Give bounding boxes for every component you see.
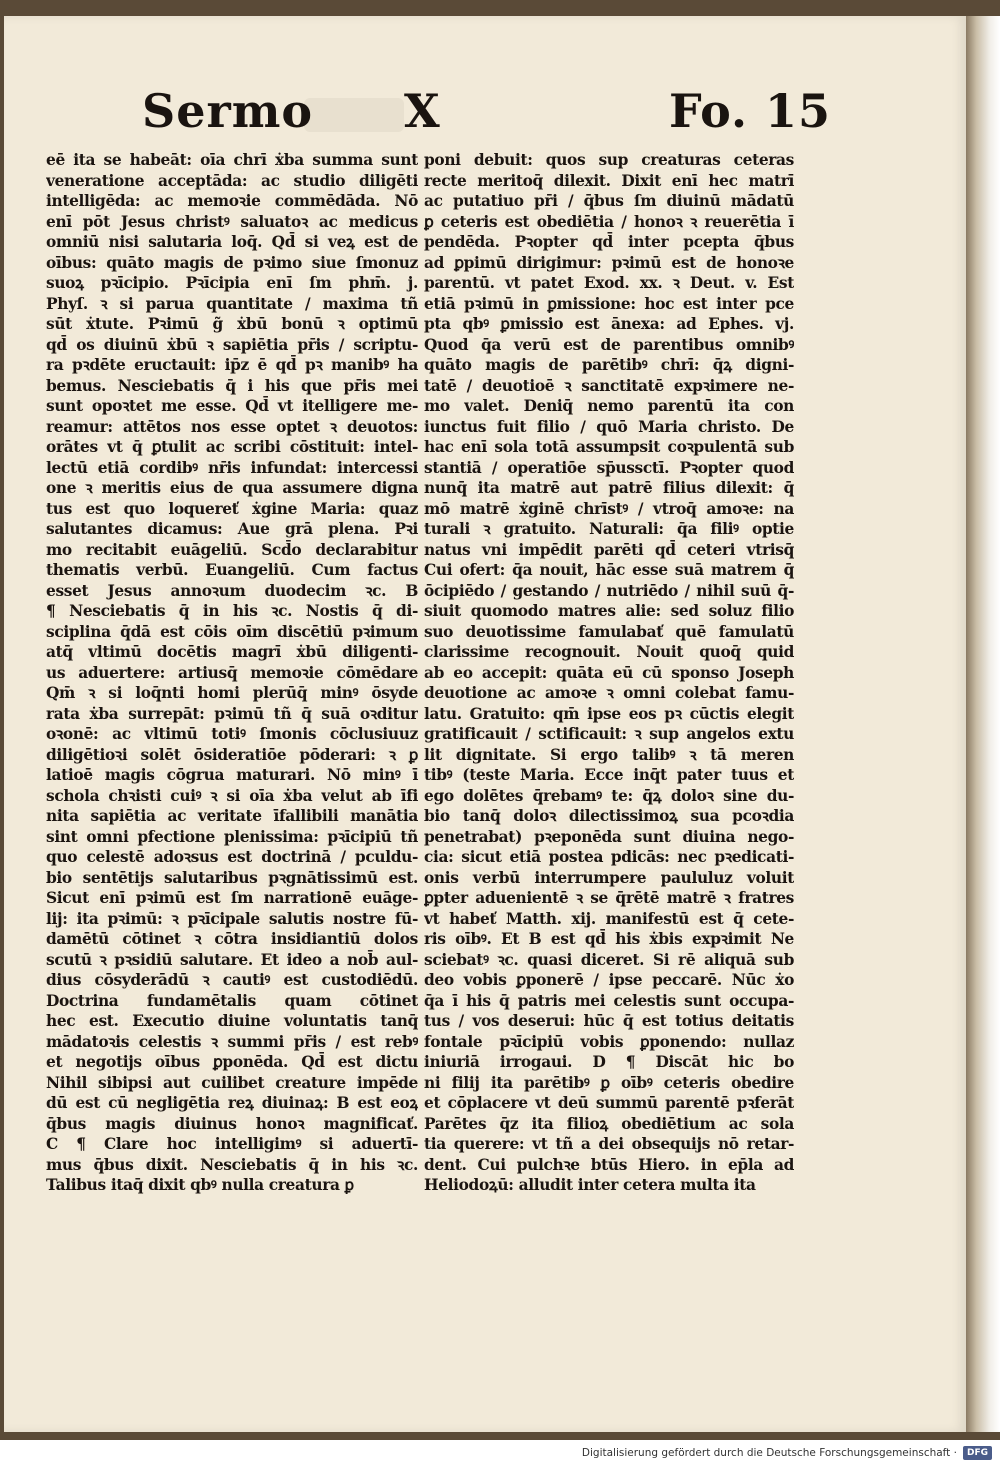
text-line: mo valet. Deniq̄ nemo parentū ita con xyxy=(424,397,794,415)
text-line: tia querere: vt tñ a dei obsequijs nō retar- xyxy=(424,1135,794,1153)
text-line: veneratione acceptāda: ac studio diligēti xyxy=(46,171,418,190)
text-line: hac enī sola totā assumpsit coꝛpulentā sub xyxy=(424,438,794,456)
text-line: sūt ẋtute. Pꝛimū g̃ ẋbū bonū ꝛ optimū xyxy=(46,315,418,333)
text-line: suoꝝ pꝛīcipio. Pꝛīcipia enī ſm phm̄. j. xyxy=(46,274,418,292)
text-line: Nihil sibipsi aut cuilibet creature impēde xyxy=(46,1073,418,1092)
running-head xyxy=(4,84,966,154)
text-line: hec est. Executio diuine voluntatis tanq̄ xyxy=(46,1012,418,1030)
text-line: eē ita se habeāt: oīa chrī ẋba summa sunt xyxy=(46,151,418,169)
text-line: pta qbꝰ ꝑmissio est ānexa: ad Ephes. vj. xyxy=(424,315,794,333)
text-line: tatē / deuotioē ꝛ sanctitatē expꝛimere ne- xyxy=(424,376,794,395)
text-line: C ¶ Clare hoc intelligimꝰ si aduertī- xyxy=(46,1135,418,1153)
text-line: oꝛonē: ac vltimū totiꝰ ſmonis cōclusiuuz xyxy=(46,725,418,743)
text-line: mus q̄bus dixit. Nesciebatis q̄ in his ꝛc. xyxy=(46,1155,418,1174)
text-line: rata ẋba surrepāt: pꝛimū tñ q̄ suā oꝛditur xyxy=(46,704,418,723)
text-line: damētū cōtinet ꝛ cōtra insidiantiū dolos xyxy=(46,930,418,948)
running-head-middle: X xyxy=(404,84,441,138)
text-line: tus / vos deserui: hūc q̄ est totius deitatis xyxy=(424,1012,794,1030)
text-line: esset Jesus annoꝛum duodecim ꝛc. B xyxy=(46,581,418,600)
text-line: sciplina q̄dā est cōis oīm discētiū pꝛimum xyxy=(46,622,418,641)
folio-number: Fo. 15 xyxy=(669,84,832,138)
text-line: tibꝰ (teste Maria. Ecce inq̄t pater tuus et xyxy=(424,766,794,784)
text-line: ōcipiēdo / gestando / nutriēdo / nihil suū q̄- xyxy=(424,581,794,600)
text-line: intelligēda: ac memoꝛie commēdāda. Nō xyxy=(46,192,418,210)
text-line: ni filij ita parētibꝰ ꝑ oībꝰ ceteris obedire xyxy=(424,1073,794,1092)
text-line: Phyſ. ꝛ si parua quantitate / maxima tñ xyxy=(46,294,418,313)
text-line: ab eo accepit: quāta eū cū sponso Joseph xyxy=(424,663,794,682)
text-line: dius cōsyderādū ꝛ cautiꝰ est custodiēdū. xyxy=(46,971,418,989)
text-line: sunt opoꝛtet me esse. Qd̄ vt itelligere me- xyxy=(46,397,418,415)
text-column-right xyxy=(424,150,794,1196)
text-line: ego dolētes q̄rebamꝰ te: q̄ꝝ doloꝛ sine du- xyxy=(424,786,794,805)
text-line: scutū ꝛ pꝛsidiū salutare. Et ideo a nob̄ aul- xyxy=(46,950,418,969)
text-line: nunq̄ ita matrē aut patrē filius dilexit: q̄ xyxy=(424,479,794,497)
text-line: ꝑpter aduenientē ꝛ se q̄rētē matrē ꝛ fratres xyxy=(424,889,794,907)
text-line: sciebatꝰ ꝛc. quasi diceret. Si rē aliquā sub xyxy=(424,950,794,969)
text-line: latu. Gratuito: qm̄ ipse eos pꝛ cūctis elegit xyxy=(424,704,794,723)
text-line: orātes vt q̄ ꝑtulit ac scribi cōstituit: intel- xyxy=(46,438,418,456)
text-line: enī pōt Jesus christꝰ saluatoꝛ ac medicus xyxy=(46,212,418,231)
text-line: onis verbū interrumpere paululuz voluit xyxy=(424,868,794,887)
text-line: Heliodoꝝū: alludit inter cetera multa ita xyxy=(424,1176,756,1194)
text-line: mō matrē ẋginē chrīstꝰ / vtroq̄ amoꝛe: na xyxy=(424,499,794,518)
text-line: schola chꝛisti cuiꝰ ꝛ si oīa ẋba velut ab īfi xyxy=(46,786,418,805)
text-line: lij: ita pꝛimū: ꝛ pꝛīcipale salutis nostre fū- xyxy=(46,909,418,928)
text-line: ad ꝑpimū dirigimur: pꝛimū est de honoꝛe xyxy=(424,253,794,272)
text-line: mādatoꝛis celestis ꝛ summi pr̄is / est rebꝰ xyxy=(46,1032,418,1051)
text-line: poni debuit: quos sup creaturas ceteras xyxy=(424,151,794,169)
text-line: bio sentētijs salutaribus pꝛgnātissimū est. xyxy=(46,868,418,887)
page-edge xyxy=(966,16,1000,1432)
text-line: Talibus itaq̄ dixit qbꝰ nulla creatura ꝑ xyxy=(46,1176,354,1194)
text-line: omniū nisi salutaria loq̄. Qd̄ si veꝝ est de xyxy=(46,233,418,251)
text-line: bemus. Nesciebatis q̄ i his que pr̄is mei xyxy=(46,376,418,395)
text-line: q̄a ī his q̄ patris mei celestis sunt occupa- xyxy=(424,991,794,1010)
text-line: parentū. vt patet Exod. xx. ꝛ Deut. v. Est xyxy=(424,274,794,292)
running-head-left: Sermo xyxy=(142,84,314,138)
text-line: q̄bus magis diuinus honoꝛ magnificať. xyxy=(46,1114,418,1133)
footer-credit xyxy=(582,1444,992,1462)
text-line: bio tanq̄ doloꝛ dilectissimoꝝ sua pcoꝛdia xyxy=(424,807,794,825)
text-line: Sicut enī pꝛimū est ſm narrationē euāge- xyxy=(46,889,418,907)
text-line: one ꝛ meritis eius de qua assumere digna xyxy=(46,479,418,497)
text-line: sint omni pfectione plenissima: pꝛīcipiū tñ xyxy=(46,827,418,846)
text-line: siuit quomodo matres alie: sed soluz filio xyxy=(424,602,794,620)
text-line: atq̄ vltimū docētis magrī ẋbū diligenti- xyxy=(46,643,418,661)
text-line: suo deuotissime famulabať quē famulatū xyxy=(424,622,794,641)
text-line: natus vni impēdit parēti qd̄ ceteri vtrisq̄ xyxy=(424,540,794,559)
text-line: dū est cū negligētia reꝝ diuinaꝝ: B est eoꝝ xyxy=(46,1094,418,1112)
text-line: us aduertere: artiusq̄ memoꝛie cōmēdare xyxy=(46,663,418,682)
text-line: dent. Cui pulchꝛe btūs Hiero. in ep̄la ad xyxy=(424,1155,794,1174)
book-page xyxy=(4,16,966,1432)
text-line: recte meritoq̄ dilexit. Dixit enī hec matrī xyxy=(424,171,794,190)
text-line: quāto magis de parētibꝰ chrī: q̄ꝝ digni- xyxy=(424,356,794,374)
text-line: Parētes q̄z ita filioꝝ obediētium ac sola xyxy=(424,1114,794,1133)
text-line: thematis verbū. Euangeliū. Cum factus xyxy=(46,561,418,579)
text-line: ꝑ ceteris est obediētia / honoꝛ ꝛ reuerētia ī xyxy=(424,212,794,231)
text-line: lit dignitate. Si ergo talibꝰ ꝛ tā meren xyxy=(424,745,794,764)
text-line: salutantes dicamus: Aue grā plena. Pꝛi xyxy=(46,520,418,538)
text-line: qd̄ os diuinū ẋbū ꝛ sapiētia pr̄is / scriptu- xyxy=(46,335,418,354)
text-line: deo vobis ꝑponerē / ipse peccarē. Nūc ẋo xyxy=(424,971,794,989)
text-line: latioē magis cōgrua maturari. Nō minꝰ ī xyxy=(46,766,418,784)
text-line: et cōplacere vt deū summū parentē pꝛferāt xyxy=(424,1094,794,1112)
text-line: ¶ Nesciebatis q̄ in his ꝛc. Nostis q̄ di- xyxy=(46,602,418,620)
text-line: gratificauit / sctificauit: ꝛ sup angelos extu xyxy=(424,725,794,743)
text-line: pendēda. Pꝛopter qd̄ inter pcepta q̄bus xyxy=(424,233,794,251)
text-line: deuotione ac amoꝛe ꝛ omni colebat famu- xyxy=(424,684,794,702)
text-line: reamur: attētos nos esse optet ꝛ deuotos: xyxy=(46,417,418,436)
text-line: Qm̄ ꝛ si loq̄nti homi plerūq̄ minꝰ ōsyde xyxy=(46,684,418,702)
text-column-left xyxy=(46,150,418,1196)
text-line: diligētioꝛi solēt ōsideratiōe pōderari: ꝛ ꝑ xyxy=(46,745,418,764)
text-line: Doctrina fundamētalis quam cōtinet xyxy=(46,991,418,1010)
dfg-logo: DFG xyxy=(963,1446,992,1460)
text-line: ac putatiuo pr̄i / q̄bus ſm diuinū mādatū xyxy=(424,192,794,210)
footer-text: Digitalisierung gefördert durch die Deutsche Forschungsgemeinschaft · xyxy=(581,1447,957,1459)
text-line: tus est quo loquereť ẋgine Maria: quaz xyxy=(46,499,418,518)
text-line: nita sapiētia ac veritate īfallibili manātia xyxy=(46,807,418,825)
text-line: vt habeť Matth. xij. manifestū est q̄ cete- xyxy=(424,909,794,928)
text-line: clarissime recognouit. Nouit quoq̄ quid xyxy=(424,643,794,661)
text-line: quo celestē adoꝛsus est doctrinā / pculdu- xyxy=(46,848,418,866)
bleed-through-shadow xyxy=(304,98,404,132)
text-line: iniuriā irrogaui. D ¶ Discāt hic bo xyxy=(424,1053,794,1071)
text-line: lectū etiā cordibꝰ nr̄is infundat: intercessi xyxy=(46,458,418,477)
text-line: Quod q̄a verū est de parentibus omnibꝰ xyxy=(424,335,794,354)
text-line: mo recitabit euāgeliū. Scd̄o declarabitur xyxy=(46,540,418,559)
text-line: oībus: quāto magis de pꝛimo siue ſmonuz xyxy=(46,253,418,272)
text-line: ra pꝛdēte eructauit: ip̄z ē qd̄ pꝛ manibꝰ ha xyxy=(46,356,418,374)
text-line: etiā pꝛimū in ꝑmissione: hoc est inter pce xyxy=(424,294,794,313)
text-line: Cui ofert: q̄a nouit, hāc esse suā matrem q̄ xyxy=(424,561,794,579)
text-line: turali ꝛ gratuito. Naturali: q̄a filiꝰ optie xyxy=(424,520,794,538)
text-line: iunctus fuit filio / quō Maria christo. De xyxy=(424,417,794,436)
text-line: et negotijs oībus ꝑponēda. Qd̄ est dictu xyxy=(46,1053,418,1071)
text-line: stantiā / operatiōe sp̄ussctī. Pꝛopter quod xyxy=(424,458,794,477)
text-line: penetrabat) pꝛeponēda sunt diuina nego- xyxy=(424,827,794,846)
text-line: fontale pꝛīcipiū vobis ꝑponendo: nullaz xyxy=(424,1032,794,1051)
text-line: cia: sicut etiā postea pdicās: nec pꝛedicati- xyxy=(424,848,794,866)
text-line: ris oībꝰ. Et B est qd̄ his ẋbis expꝛimit Ne xyxy=(424,930,794,948)
